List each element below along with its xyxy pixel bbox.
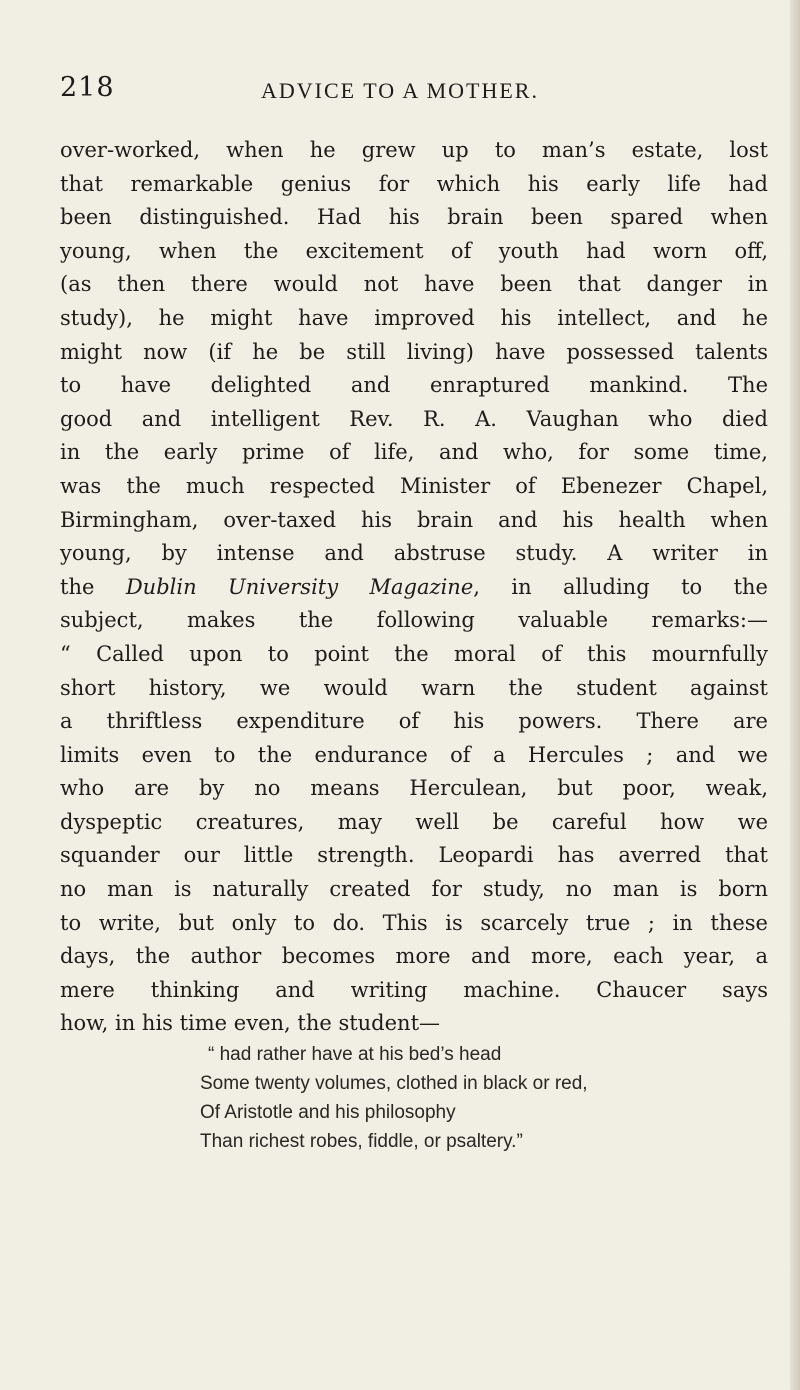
page-header <box>60 72 740 112</box>
body-line: might now (if he be still living) have possessed talents <box>60 339 768 364</box>
body-line-prefix: the <box>60 574 126 599</box>
body-line: limits even to the endurance of a Hercules ; and we <box>60 742 768 767</box>
body-line: “ Called upon to point the moral of this mournfully <box>60 641 768 666</box>
body-line: in the early prime of life, and who, for some time, <box>60 440 768 465</box>
body-line: to write, but only to do. This is scarcely true ; in these <box>60 910 768 935</box>
body-line-suffix: , in alluding to the <box>473 574 768 599</box>
verse-quotation <box>200 1040 720 1156</box>
verse-line: “ had rather have at his bed’s head <box>208 1044 502 1065</box>
body-line: been distinguished. Had his brain been spared when <box>60 205 768 230</box>
body-line: how, in his time even, the student— <box>60 1011 441 1036</box>
verse-line: Some twenty volumes, clothed in black or red, <box>200 1073 588 1094</box>
page-number: 218 <box>60 72 115 103</box>
magazine-title: Dublin University Magazine <box>125 574 474 599</box>
body-line: subject, makes the following valuable remarks:— <box>60 608 768 633</box>
body-line: over-worked, when he grew up to man’s estate, lost <box>60 138 768 162</box>
body-line: dyspeptic creatures, may well be careful how we <box>60 809 768 834</box>
body-line: was the much respected Minister of Ebenezer Chapel, <box>60 473 768 498</box>
body-line-with-italic-title <box>60 571 768 605</box>
body-text <box>60 134 768 1041</box>
body-line: young, when the excitement of youth had worn off, <box>60 238 768 263</box>
verse-line: Of Aristotle and his philosophy <box>200 1102 456 1123</box>
page-edge-shadow <box>790 0 800 1390</box>
body-line: Birmingham, over-taxed his brain and his health when <box>60 507 768 532</box>
body-line: (as then there would not have been that danger in <box>60 272 768 297</box>
body-line: no man is naturally created for study, no man is born <box>60 877 768 902</box>
body-line: mere thinking and writing machine. Chaucer says <box>60 977 768 1002</box>
body-line: a thriftless expenditure of his powers. There are <box>60 709 768 734</box>
body-line: days, the author becomes more and more, each year, a <box>60 944 768 969</box>
body-line: to have delighted and enraptured mankind. The <box>60 373 768 398</box>
running-head: ADVICE TO A MOTHER. <box>261 78 539 103</box>
body-line: that remarkable genius for which his early life had <box>60 171 768 196</box>
body-line: squander our little strength. Leopardi has averred that <box>60 843 768 868</box>
body-line: who are by no means Herculean, but poor, weak, <box>60 776 768 801</box>
verse-line: Than richest robes, fiddle, or psaltery.” <box>200 1131 523 1152</box>
body-line: short history, we would warn the student against <box>60 675 768 700</box>
body-line: study), he might have improved his intellect, and he <box>60 305 768 330</box>
body-line: young, by intense and abstruse study. A writer in <box>60 541 768 566</box>
body-line: good and intelligent Rev. R. A. Vaughan who died <box>60 406 768 431</box>
